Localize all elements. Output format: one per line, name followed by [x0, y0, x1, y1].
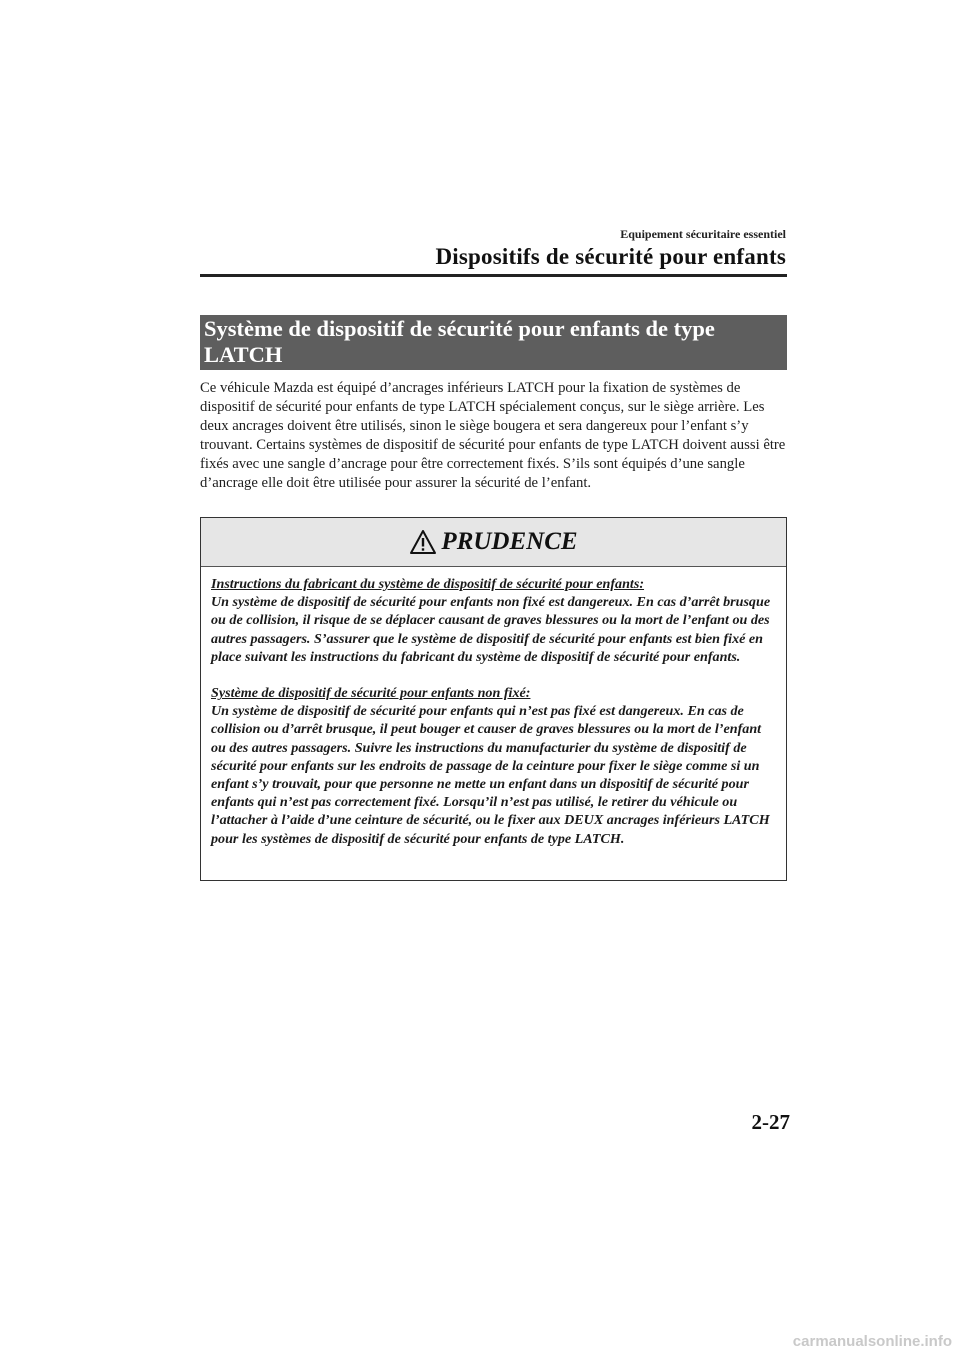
- caution-item-2-heading: Système de dispositif de sécurité pour enfants non fixé:: [211, 685, 531, 702]
- caution-title: PRUDENCE: [441, 528, 578, 555]
- chapter-header: Equipement sécuritaire essentiel: [620, 227, 786, 241]
- caution-header: [201, 518, 786, 567]
- intro-paragraph: Ce véhicule Mazda est équipé d’ancrages inférieurs LATCH pour la fixation de systèmes de dispositif de sécurité pour enfants de type LATCH spécialement conçus, sur le siège arrière. Les deux ancrages doivent être utilisés, sinon le siège bougera et sera dangereux pour l’enfant s’y trouvant. Certains systèmes de dispositif de sécurité pour enfants de type LATCH doivent aussi être fixés avec une sangle d’ancrage pour être correctement fixés. S’ils sont équipés d’une sangle d’ancrage elle doit être utilisée pour assurer la sécurité de l’enfant.: [200, 380, 786, 491]
- section-header: Dispositifs de sécurité pour enfants: [435, 244, 786, 269]
- page-number: 2-27: [751, 1110, 790, 1134]
- caution-item-2-text: Un système de dispositif de sécurité pour enfants qui n’est pas fixé est dangereux. En cas de collision ou d’arrêt brusque, il peut bouger et causer de graves blessures ou la mort de l’enfant ou des autres passagers. Suivre les instructions du manufacturier du système de dispositif de sécurité pour enfants sur les endroits de passage de la ceinture pour fixer le siège comme si un enfant s’y trouvait, pour que personne ne mette un enfant dans un dispositif de sécurité pour enfants qui n’est pas correctement fixé. Lorsqu’il n’est pas utilisé, le retirer du véhicule ou l’attacher à l’aide d’une ceinture de sécurité, ou le fixer aux DEUX ancrages inférieurs LATCH pour les systèmes de dispositif de sécurité pour enfants de type LATCH.: [211, 703, 770, 847]
- caution-box: [200, 517, 787, 881]
- caution-body: [201, 567, 786, 848]
- section-title: Système de dispositif de sécurité pour enfants de type LATCH: [200, 315, 787, 370]
- header-rule: [200, 274, 787, 277]
- caution-spacer: [211, 666, 778, 684]
- watermark: carmanualsonline.info: [792, 1333, 952, 1350]
- caution-item-1-text: Un système de dispositif de sécurité pour enfants non fixé est dangereux. En cas d’arrêt brusque ou de collision, il risque de se déplacer causant de graves blessures ou la mort de l’enfant ou des autres passagers. S’assurer que le système de dispositif de sécurité pour enfants est bien fixé en place suivant les instructions du fabricant du système de dispositif de sécurité pour enfants.: [211, 594, 771, 665]
- caution-item-1-heading: Instructions du fabricant du système de dispositif de sécurité pour enfants:: [211, 576, 645, 592]
- warning-triangle-icon: [409, 529, 437, 555]
